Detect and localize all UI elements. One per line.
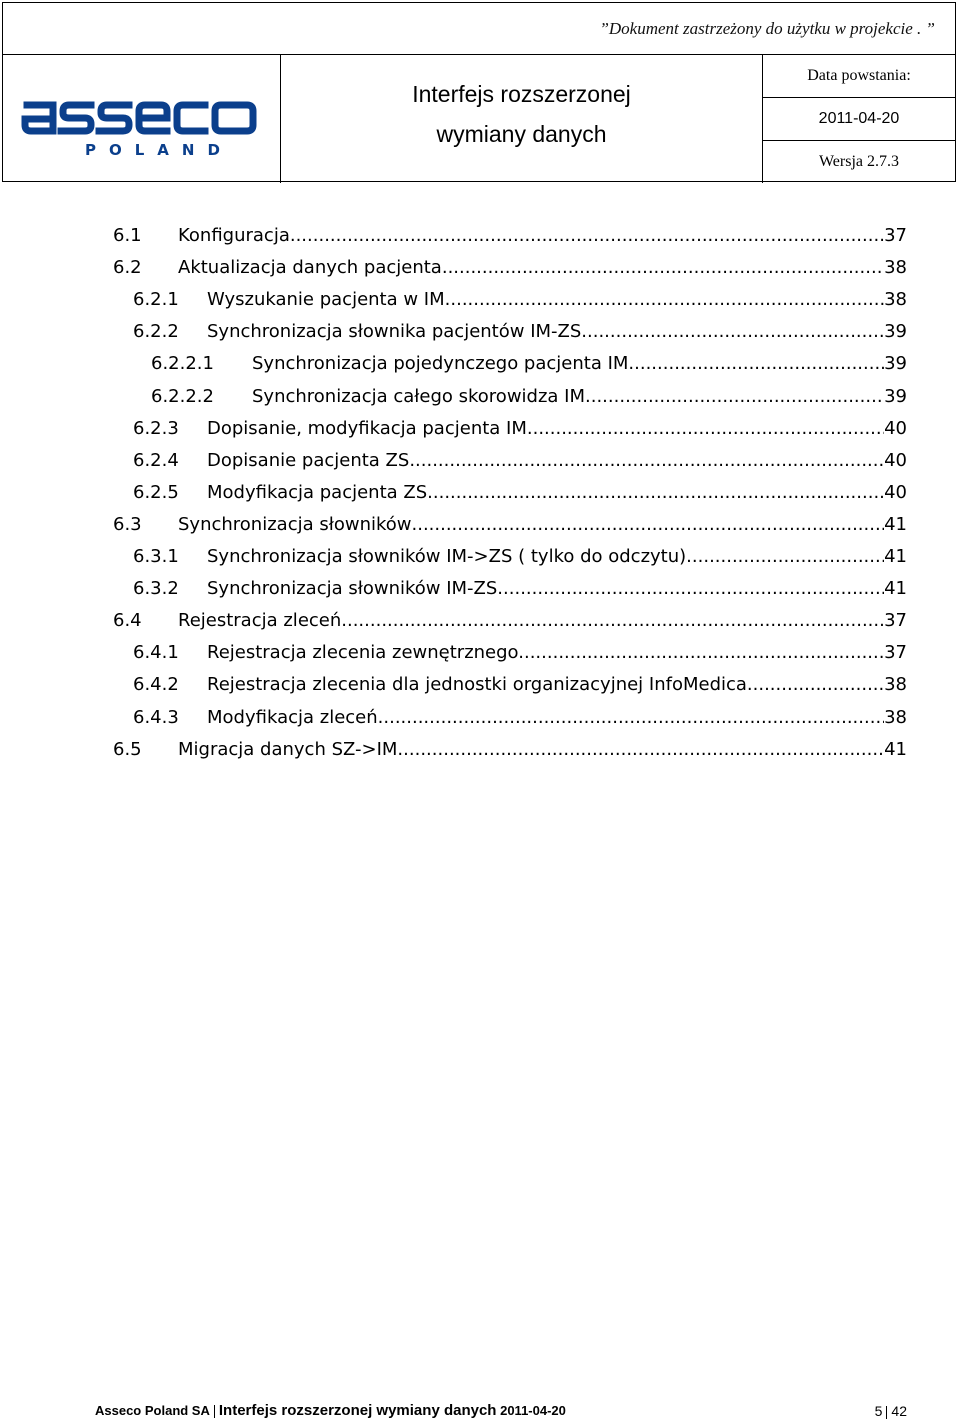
toc-entry-title: Aktualizacja danych pacjenta. (178, 257, 448, 278)
footer-current-page: 5 (874, 1403, 883, 1419)
toc-entry[interactable] (133, 417, 907, 441)
toc-entry[interactable] (113, 738, 907, 762)
toc-entry-page: 38 (884, 257, 907, 278)
toc-entry-page: 41 (884, 514, 907, 535)
toc-entry-page: 38 (884, 707, 907, 728)
toc-entry-page: 37 (884, 225, 907, 246)
toc-entry[interactable] (133, 449, 907, 473)
toc-dot-leader (341, 609, 884, 633)
toc-entry-title: Migracja danych SZ->IM. (178, 739, 404, 760)
toc-entry-title: Rejestracja zleceń (178, 610, 342, 631)
toc-entry-number: 6.2.5 (133, 482, 179, 503)
toc-entry-page: 41 (884, 739, 907, 760)
toc-entry[interactable] (133, 481, 907, 505)
toc-dot-leader (415, 449, 884, 473)
document-title-cell (281, 55, 763, 183)
document-title-line2: wymiany danych (436, 121, 607, 147)
toc-entry-title: Dopisanie pacjenta ZS. (207, 450, 416, 471)
toc-entry[interactable] (113, 513, 907, 537)
toc-entry-number: 6.3.1 (133, 546, 179, 567)
toc-entry-title: Konfiguracja (178, 225, 290, 246)
toc-entry[interactable] (133, 641, 907, 665)
created-label: Data powstania: (763, 55, 955, 98)
toc-entry[interactable] (113, 224, 907, 248)
toc-entry-page: 40 (884, 418, 907, 439)
version-label: Wersja 2.7.3 (818, 153, 900, 170)
footer-page-number (875, 1400, 907, 1422)
toc-entry-number: 6.3 (113, 514, 142, 535)
toc-entry-number: 6.2.3 (133, 418, 179, 439)
toc-dot-leader (524, 641, 884, 665)
toc-entry[interactable] (133, 320, 907, 344)
toc-entry-number: 6.1 (113, 225, 142, 246)
toc-entry-title: Synchronizacja słownika pacjentów IM-ZS. (207, 321, 588, 342)
toc-entry-number: 6.2.2.2 (151, 386, 214, 407)
toc-dot-leader (503, 577, 884, 601)
logo-subtitle: POLAND (85, 141, 233, 159)
toc-dot-leader (433, 481, 884, 505)
toc-entry-page: 37 (884, 610, 907, 631)
toc-entry-number: 6.2.1 (133, 289, 179, 310)
toc-entry-number: 6.2 (113, 257, 142, 278)
toc-dot-leader (692, 545, 884, 569)
asseco-logo-icon (21, 97, 261, 137)
toc-dot-leader (290, 224, 884, 248)
toc-entry-number: 6.4.2 (133, 674, 179, 695)
toc-dot-leader (634, 352, 884, 376)
toc-entry-page: 40 (884, 482, 907, 503)
toc-entry-number: 6.3.2 (133, 578, 179, 599)
footer-company: Asseco Poland SA (95, 1403, 210, 1418)
toc-entry[interactable] (113, 256, 907, 280)
toc-entry-number: 6.2.2.1 (151, 353, 214, 374)
toc-entry-number: 6.2.4 (133, 450, 179, 471)
toc-dot-leader (587, 320, 884, 344)
toc-entry-page: 38 (884, 674, 907, 695)
logo-cell (3, 55, 281, 183)
toc-entry-title: Synchronizacja słowników (178, 514, 412, 535)
toc-entry-title: Rejestracja zlecenia dla jednostki organizacyjnej InfoMedica (207, 674, 747, 695)
toc-entry-page: 38 (884, 289, 907, 310)
toc-dot-leader (533, 417, 885, 441)
toc-dot-leader (591, 385, 884, 409)
toc-entry-page: 39 (884, 353, 907, 374)
toc-dot-leader (450, 288, 884, 312)
toc-dot-leader (403, 738, 884, 762)
toc-entry-title: Synchronizacja słowników IM->ZS ( tylko do odczytu). (207, 546, 692, 567)
toc-entry-page: 39 (884, 321, 907, 342)
toc-entry-title: Dopisanie, modyfikacja pacjenta IM. (207, 418, 533, 439)
toc-entry[interactable] (133, 545, 907, 569)
toc-dot-leader (747, 673, 884, 697)
toc-entry-title: Modyfikacja pacjenta ZS. (207, 482, 433, 503)
toc-entry-page: 40 (884, 450, 907, 471)
footer-document-title: Interfejs rozszerzonej wymiany danych (218, 1402, 497, 1419)
toc-entry-number: 6.4.3 (133, 707, 179, 728)
created-date: 2011-04-20 (763, 98, 955, 141)
toc-dot-leader (383, 706, 884, 730)
document-header (2, 2, 956, 182)
toc-entry[interactable] (151, 385, 907, 409)
toc-entry[interactable] (113, 609, 907, 633)
toc-entry-page: 41 (884, 578, 907, 599)
toc-entry-page: 37 (884, 642, 907, 663)
footer-date: 2011-04-20 (500, 1403, 566, 1418)
toc-entry[interactable] (133, 288, 907, 312)
footer-separator (214, 1405, 215, 1418)
toc-entry-title: Wyszukanie pacjenta w IM. (207, 289, 451, 310)
toc-entry[interactable] (133, 706, 907, 730)
toc-entry-title: Rejestracja zlecenia zewnętrznego. (207, 642, 524, 663)
toc-entry-title: Modyfikacja zleceń. (207, 707, 384, 728)
document-meta-cell (763, 55, 955, 183)
toc-entry[interactable] (151, 352, 907, 376)
toc-dot-leader (412, 513, 885, 537)
footer-page-separator (886, 1406, 887, 1419)
toc-dot-leader (448, 256, 885, 280)
page-footer (95, 1400, 907, 1422)
confidentiality-notice: ”Dokument zastrzeżony do użytku w projekcie . ” (3, 3, 955, 55)
footer-total-pages: 42 (891, 1403, 907, 1419)
toc-entry-title: Synchronizacja słowników IM-ZS. (207, 578, 504, 599)
toc-entry-page: 39 (884, 386, 907, 407)
toc-entry-number: 6.4 (113, 610, 142, 631)
document-title-line1: Interfejs rozszerzonej (412, 81, 631, 107)
toc-entry-title: Synchronizacja pojedynczego pacjenta IM. (252, 353, 635, 374)
toc-entry-title: Synchronizacja całego skorowidza IM. (252, 386, 591, 407)
toc-entry-number: 6.5 (113, 739, 142, 760)
toc-entry[interactable] (133, 673, 907, 697)
toc-entry-number: 6.4.1 (133, 642, 179, 663)
toc-entry-page: 41 (884, 546, 907, 567)
toc-entry[interactable] (133, 577, 907, 601)
toc-entry-number: 6.2.2 (133, 321, 179, 342)
